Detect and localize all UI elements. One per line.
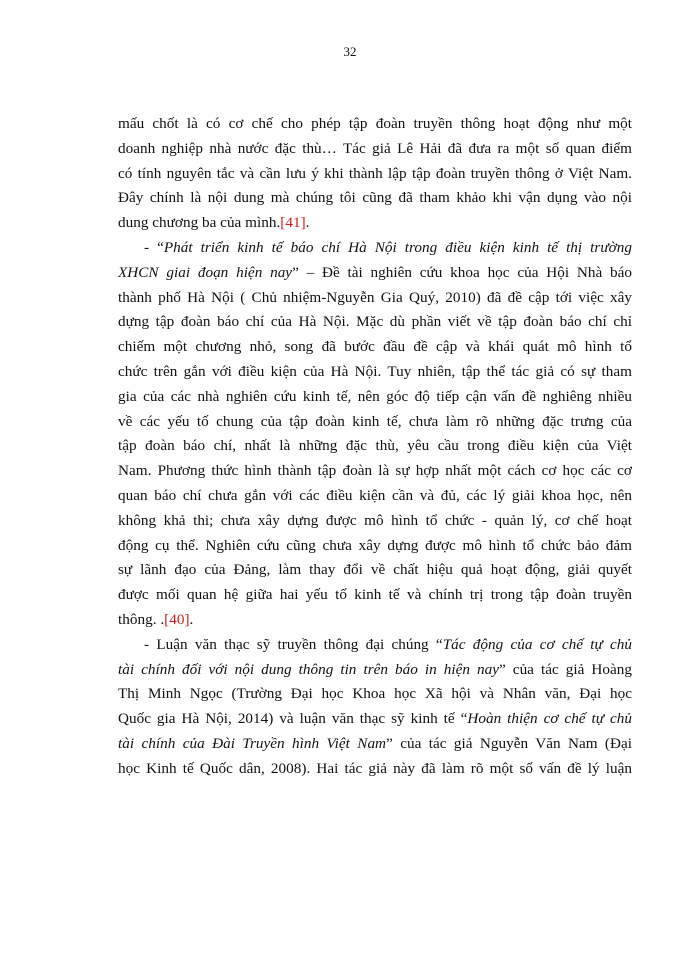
italic-title: Hoàn thiện cơ chế tự chủ [467,710,633,728]
text-line [118,360,632,385]
italic-title: Phát triển kinh tế báo chí Hà Nội trong điều kiện kinh tế thị trường [163,238,632,256]
text-line [118,484,632,509]
text-line [118,310,632,335]
text-run: có tính nguyên tắc và cần lưu ý khi thành lập tập đoàn truyền thông ở Việt Nam. [118,164,632,182]
text-run: - “ [144,238,164,256]
text-run: ” của tác giả Hoàng [499,660,632,678]
text-run: dung chương ba của mình. [118,214,281,232]
text-run: tập đoàn báo chí, nhất là những đặc thù, yêu cầu trong điều kiện của Việt [118,437,632,455]
text-line [118,459,632,484]
text-line [118,434,632,459]
text-line [118,633,632,658]
text-run: Quốc gia Hà Nội, 2014) và luận văn thạc sỹ kinh tế “ [118,710,468,728]
text-run: được mối quan hệ giữa hai yếu tố kinh tế và chính trị trong tập đoàn truyền [118,586,632,604]
text-line [118,509,632,534]
text-line [118,186,632,211]
text-run: Đây chính là nội dung mà chúng tôi cũng đã tham khảo khi vận dụng vào nội [118,189,632,207]
text-line [118,162,632,187]
text-run: Thị Minh Ngọc (Trường Đại học Khoa học Xã hội và Nhân văn, Đại học [118,685,632,703]
text-line [118,261,632,286]
text-run: thành phố Hà Nội ( Chủ nhiệm-Nguyễn Gia Quý, 2010) đã đề cập tới việc xây [118,288,632,306]
text-run: thông. . [118,610,165,628]
text-line [118,410,632,435]
text-line [118,558,632,583]
text-line [118,757,632,782]
text-run: . [189,610,194,628]
text-run: Nam. Phương thức hình thành tập đoàn là sự hợp nhất một cách cơ học các cơ [118,462,632,480]
text-line [118,286,632,311]
italic-title: XHCN giai đoạn hiện nay [118,263,293,281]
citation-reference: [41] [280,214,306,232]
italic-title: tài chính của Đài Truyền hình Việt Nam [118,734,387,752]
text-run: quan báo chí chưa gắn với các điều kiện cần và đủ, các lý giải khoa học, nên [118,486,632,504]
text-run: ” – Đề tài nghiên cứu khoa học của Hội Nhà báo [292,263,632,281]
text-run: sự lãnh đạo của Đảng, làm thay đổi về chất hiệu quả hoạt động, giải quyết [118,561,632,579]
text-run: doanh nghiệp nhà nước đặc thù… Tác giả Lê Hải đã đưa ra một số quan điểm [118,139,632,157]
page-number: 32 [343,44,357,59]
text-line [118,682,632,707]
text-line [118,385,632,410]
text-line [118,335,632,360]
text-line [118,236,632,261]
text-run: về các yếu tố chung của tập đoàn kinh tế, chưa làm rõ những đặc trưng của [118,412,632,430]
citation-reference: [40] [164,610,190,628]
text-run: không khả thi; chưa xây dựng được mô hình tổ chức - quản lý, cơ chế hoạt [118,511,632,529]
text-line [118,534,632,559]
text-line [118,211,632,236]
text-line [118,137,632,162]
text-run: mấu chốt là có cơ chế cho phép tập đoàn truyền thông hoạt động như một [118,115,632,132]
text-line [118,112,632,137]
text-run: ” của tác giả Nguyễn Văn Nam (Đại [386,734,632,752]
italic-title: tài chính đối với nội dung thông tin trên báo in hiện nay [118,660,500,678]
text-line [118,608,632,633]
italic-title: Tác động của cơ chế tự chủ [442,635,632,653]
text-line [118,732,632,757]
text-run: động cụ thể. Nghiên cứu cũng chưa xây dựng được mô hình tổ chức bảo đảm [118,536,632,554]
text-run: dựng tập đoàn báo chí của Hà Nội. Mặc dù phần viết về tập đoàn báo chí chỉ [118,313,632,331]
text-run: chức trên gắn với điều kiện của Hà Nội. Tuy nhiên, tập thể tác giả có sự tham [118,362,632,380]
text-line [118,707,632,732]
text-line [118,583,632,608]
body-text [118,112,632,782]
text-run: . [305,214,310,232]
text-line [118,658,632,683]
text-run: gia của các nhà nghiên cứu kinh tế, nên góc độ tiếp cận vấn đề nghiêng nhiều [118,387,632,405]
text-run: học Kinh tế Quốc dân, 2008). Hai tác giả này đã làm rõ một số vấn đề lý luận [118,759,632,777]
text-run: - Luận văn thạc sỹ truyền thông đại chúng “ [144,635,443,653]
text-run: chiếm một chương nhỏ, song đã bước đầu đề cập và khái quát mô hình tổ [118,338,632,356]
